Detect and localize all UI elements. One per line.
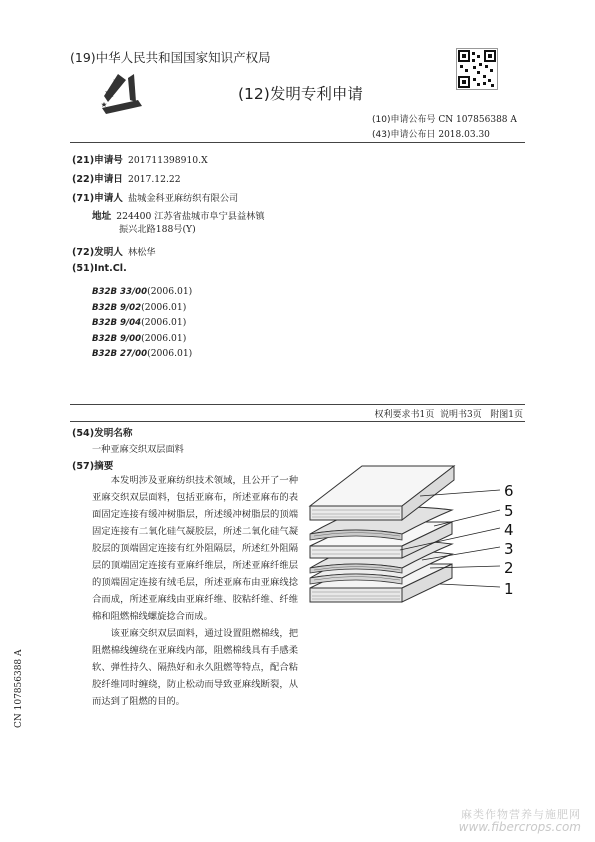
- app-date-label: (22)申请日: [72, 174, 123, 185]
- ipc-item: B32B 33/00(2006.01): [92, 286, 193, 297]
- cnipa-emblem-icon: [98, 72, 150, 120]
- ipc-item: B32B 27/00(2006.01): [92, 348, 193, 360]
- ipc-label: (51)Int.Cl.: [72, 263, 127, 274]
- app-date-value: 2017.12.22: [128, 174, 181, 185]
- side-publication-number: CN 107856388 A: [14, 649, 24, 728]
- figure-label-1: 1: [504, 580, 514, 598]
- pages-divider-bottom: [70, 421, 525, 422]
- pub-date-label: (43)申请公布日: [372, 130, 436, 140]
- figure-label-5: 5: [504, 502, 514, 520]
- watermark-url: www.fibercrops.com: [458, 820, 581, 834]
- app-no-value: 201711398910.X: [128, 155, 208, 166]
- document-type: (12)发明专利申请: [238, 85, 363, 103]
- ipc-list: [92, 279, 193, 360]
- address-line1: 224400 江苏省盐城市阜宁县益林镇: [116, 211, 265, 222]
- abstract-paragraph-1: 本发明涉及亚麻纺织技术领域，且公开了一种亚麻交织双层面料，包括亚麻布，所述亚麻布的表面固定连接有缓冲树脂层，所述缓冲树脂层的顶端固定连接有二氧化硅气凝胶层，所述二氧化硅气凝胶层的顶端固定连接有红外阻隔层，所述红外阻隔层的顶端固定连接有亚麻纤维层，所述亚麻纤维层的顶端固定连接有绒毛层，所述亚麻布由亚麻线捻合而成，所述亚麻线由亚麻纤维、胶粘纤维、纤维棉和阻燃棉线螺旋捻合而成。: [92, 475, 298, 622]
- qr-code-icon: [456, 48, 498, 90]
- figure-label-4: 4: [504, 521, 514, 539]
- watermark-text: 麻类作物营养与施肥网: [461, 808, 581, 821]
- abstract-paragraph-2: 该亚麻交织双层面料，通过设置阻燃棉线，把阻燃棉线缠绕在亚麻线内部，阻燃棉线具有手感柔软、弹性持久、隔热好和永久阻燃等特点，配合粘胶纤维同时缠绕，防止松动而导致亚麻线断裂，从而达到了阻燃的目的。: [92, 628, 298, 707]
- applicant-label: (71)申请人: [72, 193, 123, 204]
- address-label: 地址: [92, 211, 112, 222]
- pub-no-value: CN 107856388 A: [438, 115, 517, 125]
- pages-divider-top: [70, 404, 525, 405]
- applicant-value: 盐城金科亚麻纺织有限公司: [128, 193, 239, 204]
- inventor-label: (72)发明人: [72, 247, 123, 258]
- pages-info: 权利要求书1页 说明书3页 附图1页: [374, 410, 523, 420]
- app-no-label: (21)申请号: [72, 155, 123, 166]
- address-line2: 振兴北路188号(Y): [119, 224, 196, 235]
- inventor-value: 林松华: [128, 247, 156, 258]
- abstract-label: (57)摘要: [72, 461, 114, 472]
- ipc-item: B32B 9/04(2006.01): [92, 317, 187, 329]
- figure-label-2: 2: [504, 559, 514, 577]
- figure-label-3: 3: [504, 540, 514, 558]
- title-label: (54)发明名称: [72, 428, 133, 439]
- figure-label-6: 6: [504, 482, 514, 500]
- ipc-item: B32B 9/02(2006.01): [92, 301, 187, 313]
- layer-structure-figure: [300, 452, 530, 632]
- header-divider: [70, 142, 525, 143]
- ipc-item: B32B 9/00(2006.01): [92, 332, 187, 344]
- invention-title: 一种亚麻交织双层面料: [92, 444, 184, 455]
- pub-date-value: 2018.03.30: [438, 130, 490, 140]
- office-name: (19)中华人民共和国国家知识产权局: [70, 50, 271, 65]
- pub-no-label: (10)申请公布号: [372, 115, 436, 125]
- abstract-text: [92, 472, 298, 710]
